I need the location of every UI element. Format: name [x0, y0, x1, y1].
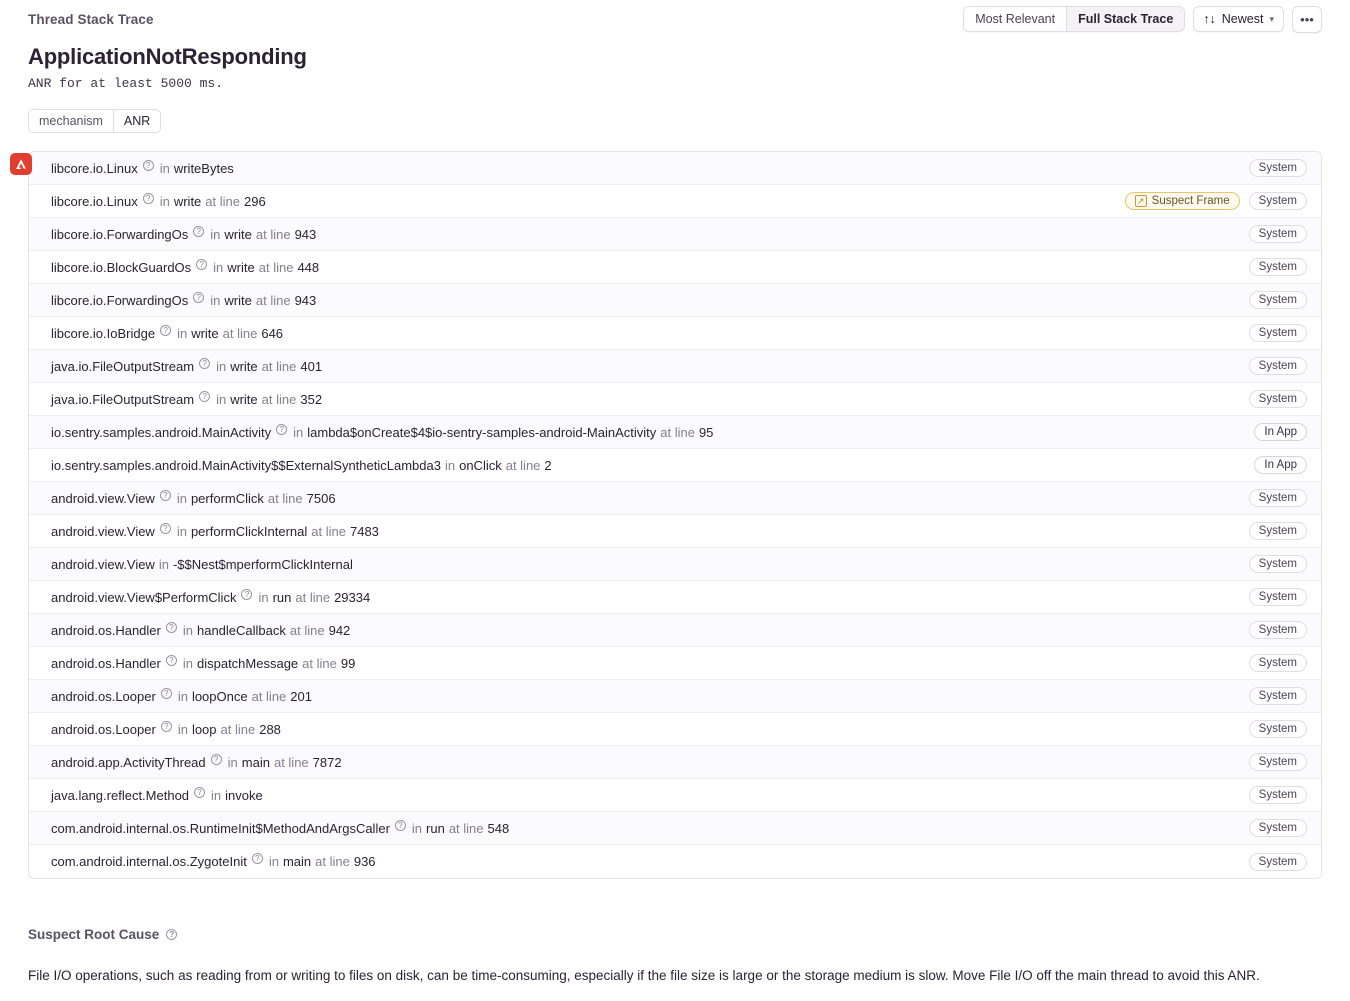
stack-frame-badges	[1249, 621, 1307, 639]
frame-in-keyword: in	[182, 622, 193, 638]
frame-at-line-keyword: at line	[251, 688, 287, 704]
sort-button[interactable]	[1193, 6, 1284, 32]
stack-frame-badges	[1249, 588, 1307, 606]
frame-at-line-keyword: at line	[315, 854, 350, 869]
help-icon[interactable]: ?	[161, 721, 172, 732]
frame-module: io.sentry.samples.android.MainActivity$$ExternalSyntheticLambda3	[51, 457, 441, 473]
frame-function: write	[224, 292, 252, 308]
stack-frame-row[interactable]	[29, 515, 1321, 548]
frame-module: java.lang.reflect.Method	[51, 787, 190, 803]
frame-module: java.io.FileOutputStream	[51, 391, 195, 407]
frame-module: java.io.FileOutputStream	[51, 358, 195, 374]
frame-at-line-keyword: at line	[302, 655, 337, 671]
frame-function: performClick	[190, 490, 264, 506]
help-icon[interactable]: ?	[252, 853, 263, 864]
frame-module: android.os.Looper	[51, 688, 156, 704]
stack-frame-badges	[1249, 291, 1307, 309]
stack-frame-row[interactable]	[29, 845, 1321, 878]
most-relevant-button[interactable]: Most Relevant	[964, 7, 1066, 31]
stack-frame-signature	[51, 689, 312, 704]
stack-frame-signature	[51, 227, 316, 242]
frame-at-line-keyword: at line	[205, 193, 240, 209]
stack-frame-badges	[1249, 159, 1307, 177]
frame-in-keyword: in	[227, 754, 238, 770]
frame-in-keyword: in	[268, 854, 279, 869]
stack-frame-signature	[51, 326, 283, 341]
stack-frame-badges	[1254, 423, 1307, 441]
system-badge: System	[1249, 621, 1307, 639]
frame-function: write	[227, 259, 255, 275]
frame-in-keyword: in	[159, 160, 170, 176]
frame-at-line-keyword: at line	[255, 292, 291, 308]
frame-function: dispatchMessage	[196, 655, 299, 671]
frame-module: android.os.Looper	[51, 721, 156, 737]
stack-frame-row[interactable]	[29, 416, 1321, 449]
stack-frame-signature	[51, 755, 342, 770]
frame-function: loopOnce	[191, 688, 248, 704]
system-badge: System	[1249, 654, 1307, 672]
frame-in-keyword: in	[210, 292, 221, 308]
suspect-root-cause-text: File I/O operations, such as reading from or writing to files on disk, can be time-consuming, especially if the file size is large or the storage medium is slow. Move File I/O off the main thread to avoid this ANR.	[28, 968, 1260, 983]
help-icon[interactable]: ?	[194, 787, 205, 798]
frame-module: android.view.View	[51, 556, 155, 572]
frame-in-keyword: in	[182, 655, 193, 671]
stack-frame-row[interactable]	[29, 680, 1321, 713]
frame-module: android.view.View	[51, 490, 155, 506]
frame-in-keyword: in	[176, 523, 187, 539]
frame-at-line-keyword: at line	[255, 226, 291, 242]
stack-frame-row[interactable]	[29, 581, 1321, 614]
help-icon[interactable]: ?	[143, 160, 154, 171]
frame-at-line-keyword: at line	[267, 490, 303, 506]
frame-function: invoke	[225, 787, 263, 803]
frame-module: libcore.io.Linux	[51, 160, 138, 176]
stack-frame-row[interactable]	[29, 647, 1321, 680]
stack-frame-badges	[1249, 720, 1307, 738]
system-badge: System	[1249, 687, 1307, 705]
frame-function: -$$Nest$mperformClickInternal	[172, 556, 353, 572]
stack-frame-row[interactable]	[29, 152, 1321, 185]
mechanism-tag-key: mechanism	[29, 110, 113, 132]
frame-in-keyword: in	[258, 589, 269, 605]
stack-frame-badges	[1249, 357, 1307, 375]
stack-frame-badges	[1249, 853, 1307, 871]
stack-frame-row[interactable]	[29, 251, 1321, 284]
stack-frame-row[interactable]	[29, 449, 1321, 482]
help-icon[interactable]: ?	[199, 358, 210, 369]
sort-label: Newest	[1221, 12, 1264, 26]
frame-line-number: 943	[294, 226, 317, 242]
frame-line-number: 401	[300, 358, 323, 374]
frame-function: write	[191, 325, 219, 341]
system-badge: System	[1249, 291, 1307, 309]
frame-in-keyword: in	[411, 820, 423, 836]
more-options-button[interactable]: •••	[1292, 6, 1322, 33]
frame-module: com.android.internal.os.ZygoteInit	[51, 854, 247, 869]
stack-trace-view-toggle[interactable]	[963, 6, 1185, 32]
stack-frame-badges	[1249, 753, 1307, 771]
sentry-logo-icon	[10, 153, 32, 175]
stack-frame-signature	[51, 260, 319, 275]
stack-frame-signature	[51, 623, 350, 638]
frame-line-number: 288	[259, 721, 281, 737]
frame-at-line-keyword: at line	[660, 424, 695, 440]
system-badge: System	[1249, 192, 1307, 210]
frame-at-line-keyword: at line	[258, 259, 294, 275]
section-header	[28, 0, 1322, 34]
stack-frame-signature	[51, 821, 509, 836]
stack-frame-badges	[1249, 654, 1307, 672]
system-badge: System	[1249, 324, 1307, 342]
frame-line-number: 448	[297, 259, 320, 275]
stack-trace-frames	[28, 151, 1322, 879]
help-icon[interactable]: ?	[166, 622, 177, 633]
frame-line-number: 99	[340, 655, 356, 671]
stack-frame-signature	[51, 359, 322, 374]
frame-module: libcore.io.Linux	[51, 193, 138, 209]
help-icon[interactable]: ?	[199, 391, 210, 402]
error-message: ANR for at least 5000 ms.	[28, 76, 224, 91]
stack-frame-badges	[1249, 225, 1307, 243]
frame-function: main	[241, 754, 270, 770]
help-icon[interactable]: ?	[395, 820, 406, 831]
stack-frame-signature	[51, 392, 322, 407]
stack-frame-row[interactable]	[29, 614, 1321, 647]
frame-function: write	[230, 391, 258, 407]
frame-line-number: 201	[290, 688, 312, 704]
frame-module: android.os.Handler	[51, 622, 161, 638]
frame-in-keyword: in	[216, 391, 227, 407]
help-icon[interactable]: ?	[196, 259, 207, 270]
frame-line-number: 29334	[334, 589, 371, 605]
help-icon[interactable]: ?	[166, 929, 177, 940]
frame-function: main	[282, 854, 312, 869]
frame-at-line-keyword: at line	[261, 391, 297, 407]
stack-frame-signature	[51, 293, 316, 308]
frame-function: performClickInternal	[190, 523, 308, 539]
frame-module: android.view.View$PerformClick	[51, 589, 237, 605]
frame-line-number: 7506	[306, 490, 336, 506]
page-title: Thread Stack Trace	[28, 11, 154, 27]
stack-frame-signature	[51, 524, 379, 539]
stack-frame-row[interactable]	[29, 482, 1321, 515]
help-icon[interactable]: ?	[166, 655, 177, 666]
stack-frame-signature	[51, 425, 713, 440]
frame-module: android.os.Handler	[51, 655, 161, 671]
frame-line-number: 548	[487, 820, 510, 836]
frame-module: libcore.io.IoBridge	[51, 325, 156, 341]
help-icon[interactable]: ?	[160, 490, 171, 501]
system-badge: System	[1249, 390, 1307, 408]
system-badge: System	[1249, 555, 1307, 573]
stack-frame-signature	[51, 161, 234, 176]
suspect-root-cause-title: Suspect Root Cause	[28, 927, 160, 942]
suspect-frame-label: Suspect Frame	[1151, 195, 1230, 207]
help-icon[interactable]: ?	[193, 226, 204, 237]
stack-frame-row[interactable]	[29, 317, 1321, 350]
mechanism-tag[interactable]	[28, 109, 161, 133]
suspect-root-cause-header	[28, 927, 1322, 942]
help-icon[interactable]: ?	[211, 754, 222, 765]
frame-line-number: 296	[244, 193, 266, 209]
stack-frame-badges	[1249, 555, 1307, 573]
stack-frame-row[interactable]	[29, 218, 1321, 251]
frame-in-keyword: in	[444, 457, 456, 473]
system-badge: System	[1249, 786, 1307, 804]
stack-frame-signature	[51, 854, 376, 869]
frame-in-keyword: in	[176, 490, 187, 506]
frame-function: write	[230, 358, 258, 374]
stack-frame-row[interactable]	[29, 779, 1321, 812]
frame-line-number: 2	[544, 457, 552, 473]
help-icon[interactable]: ?	[160, 523, 171, 534]
suspect-frame-icon: ↗	[1135, 195, 1147, 207]
stack-frame-badges	[1125, 192, 1307, 210]
stack-frame-row[interactable]	[29, 548, 1321, 581]
stack-frame-signature	[51, 458, 552, 473]
system-badge: System	[1249, 853, 1307, 871]
frame-line-number: 352	[300, 391, 323, 407]
frame-at-line-keyword: at line	[295, 589, 331, 605]
frame-in-keyword: in	[177, 688, 188, 704]
help-icon[interactable]: ?	[143, 193, 154, 204]
frame-at-line-keyword: at line	[289, 622, 325, 638]
frame-function: run	[272, 589, 292, 605]
stack-frame-row[interactable]	[29, 746, 1321, 779]
stack-frame-row[interactable]	[29, 185, 1321, 218]
frame-module: libcore.io.BlockGuardOs	[51, 259, 192, 275]
chevron-down-icon: ▾	[1269, 13, 1274, 24]
frame-module: com.android.internal.os.RuntimeInit$MethodAndArgsCaller	[51, 820, 390, 836]
frame-function: loop	[191, 721, 217, 737]
stack-frame-badges	[1249, 324, 1307, 342]
help-icon[interactable]: ?	[160, 325, 171, 336]
system-badge: System	[1249, 159, 1307, 177]
header-controls	[963, 6, 1322, 33]
suspect-root-cause-section	[28, 927, 1322, 986]
system-badge: System	[1249, 588, 1307, 606]
system-badge: System	[1249, 357, 1307, 375]
stack-frame-signature	[51, 557, 353, 572]
frame-at-line-keyword: at line	[261, 358, 297, 374]
frame-in-keyword: in	[213, 259, 224, 275]
frame-module: android.view.View	[51, 523, 155, 539]
stack-frame-row[interactable]	[29, 812, 1321, 845]
full-stack-trace-button[interactable]: Full Stack Trace	[1067, 7, 1184, 31]
stack-frame-badges	[1249, 489, 1307, 507]
frame-at-line-keyword: at line	[505, 457, 541, 473]
help-icon[interactable]: ?	[241, 589, 252, 600]
stack-frame-signature	[51, 656, 355, 671]
frame-at-line-keyword: at line	[448, 820, 484, 836]
frame-line-number: 7483	[349, 523, 379, 539]
stack-frame-badges	[1249, 258, 1307, 276]
system-badge: System	[1249, 225, 1307, 243]
in-app-badge: In App	[1254, 456, 1307, 474]
stack-frame-badges	[1249, 687, 1307, 705]
help-icon[interactable]: ?	[161, 688, 172, 699]
frame-in-keyword: in	[177, 721, 188, 737]
frame-in-keyword: in	[210, 226, 221, 242]
frame-at-line-keyword: at line	[220, 721, 256, 737]
system-badge: System	[1249, 522, 1307, 540]
frame-module: android.app.ActivityThread	[51, 754, 206, 770]
stack-frame-badges	[1249, 522, 1307, 540]
frame-in-keyword: in	[211, 787, 222, 803]
stack-frame-signature	[51, 590, 370, 605]
stack-frame-badges	[1249, 819, 1307, 837]
frame-function: handleCallback	[196, 622, 286, 638]
frame-at-line-keyword: at line	[273, 754, 309, 770]
stack-frame-row[interactable]	[29, 713, 1321, 746]
frame-function: writeBytes	[173, 160, 234, 176]
stack-frame-signature	[51, 491, 336, 506]
system-badge: System	[1249, 258, 1307, 276]
mechanism-tag-value: ANR	[113, 110, 160, 132]
sort-icon: ↑↓	[1203, 12, 1216, 26]
system-badge: System	[1249, 489, 1307, 507]
frame-in-keyword: in	[159, 193, 170, 209]
stack-frame-badges	[1249, 786, 1307, 804]
frame-module: libcore.io.ForwardingOs	[51, 292, 189, 308]
stack-frame-badges	[1254, 456, 1307, 474]
stack-frame-row[interactable]	[29, 383, 1321, 416]
frame-line-number: 95	[698, 424, 714, 440]
help-icon[interactable]: ?	[193, 292, 204, 303]
stack-frame-row[interactable]	[29, 350, 1321, 383]
stack-trace-section	[28, 151, 1322, 879]
frame-line-number: 943	[294, 292, 317, 308]
frame-module: libcore.io.ForwardingOs	[51, 226, 189, 242]
frame-line-number: 7872	[312, 754, 342, 770]
frame-function: write	[224, 226, 252, 242]
frame-line-number: 942	[328, 622, 351, 638]
in-app-badge: In App	[1254, 423, 1307, 441]
stack-frame-signature	[51, 788, 263, 803]
frame-in-keyword: in	[177, 325, 188, 341]
system-badge: System	[1249, 753, 1307, 771]
frame-function: run	[426, 820, 445, 836]
stack-frame-row[interactable]	[29, 284, 1321, 317]
system-badge: System	[1249, 819, 1307, 837]
stack-frame-badges	[1249, 390, 1307, 408]
stack-frame-signature	[51, 194, 266, 209]
error-type-title: ApplicationNotResponding	[28, 44, 307, 69]
frame-in-keyword: in	[293, 424, 304, 440]
frame-function: lambda$onCreate$4$io-sentry-samples-android-MainActivity	[307, 424, 657, 440]
frame-in-keyword: in	[216, 358, 227, 374]
frame-module: io.sentry.samples.android.MainActivity	[51, 424, 272, 440]
help-icon[interactable]: ?	[276, 424, 287, 435]
frame-at-line-keyword: at line	[311, 523, 346, 539]
suspect-frame-badge[interactable]	[1125, 192, 1240, 210]
frame-line-number: 646	[261, 325, 284, 341]
frame-function: onClick	[459, 457, 502, 473]
frame-line-number: 936	[353, 854, 376, 869]
system-badge: System	[1249, 720, 1307, 738]
stack-frame-signature	[51, 722, 281, 737]
frame-function: write	[173, 193, 202, 209]
frame-in-keyword: in	[158, 556, 169, 572]
frame-at-line-keyword: at line	[222, 325, 258, 341]
